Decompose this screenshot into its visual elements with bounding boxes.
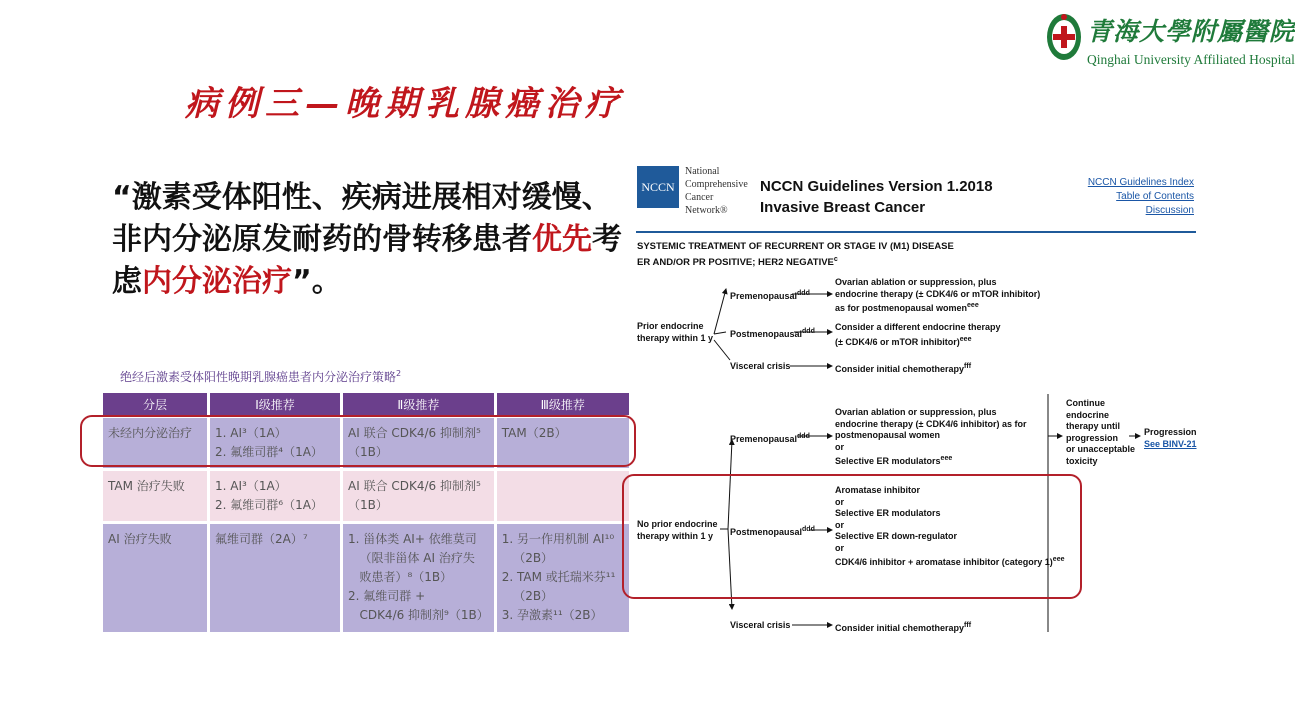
table-header: Ⅱ级推荐 <box>343 393 494 415</box>
hospital-emblem-icon <box>1045 12 1083 62</box>
postmeno-text: Postmenopausal <box>730 527 803 537</box>
rec-text: Ovarian ablation or suppression, plus endocrine therapy (± CDK4/6 inhibitor) as for postmenopausal women or Selective ER modulators <box>835 407 1027 466</box>
hospital-name-cn: 青海大學附屬醫院 <box>1087 17 1295 46</box>
footnote-eee: eee <box>1052 556 1065 563</box>
table-row <box>103 471 629 521</box>
table-header: Ⅰ级推荐 <box>210 393 340 415</box>
table-cell: TAM 治疗失败 <box>103 471 207 521</box>
recommendation-pre-noprior <box>835 407 1026 468</box>
rec-text: Aromatase inhibitor or Selective ER modulators or Selective ER down-regulator or CDK4/6 inhibitor + aromatase inhibitor (category 1) <box>835 485 1053 567</box>
hospital-logo <box>1045 8 1295 78</box>
recommendation-chemo-2 <box>835 620 971 635</box>
rec-text: Consider initial chemotherapy <box>835 623 965 633</box>
slide-title: 病例三—晚期乳腺癌治疗 <box>185 84 625 124</box>
premenopausal-label-1 <box>730 288 810 303</box>
table-highlight-box <box>80 415 636 467</box>
nccn-version: NCCN Guidelines Version 1.2018 <box>760 178 993 195</box>
premeno-text: Premenopausal <box>730 291 798 301</box>
table-cell: 1. AI³（1A） 2. 氟维司群⁴（1A） <box>210 418 340 468</box>
quote-part1: “激素受体阳性、疾病进展相对缓慢、非内分泌原发耐药的骨转移患者 <box>112 180 612 257</box>
cn-table-caption-text: 绝经后激素受体阳性晚期乳腺癌患者内分泌治疗策略 <box>120 370 397 384</box>
visceral-crisis-label-2: Visceral crisis <box>730 620 791 630</box>
table-cell: 1. AI³（1A） 2. 氟维司群⁶（1A） <box>210 471 340 521</box>
table-row <box>103 524 629 632</box>
quote-highlight-endocrine: 内分泌治疗 <box>142 264 292 299</box>
cn-table-caption <box>120 368 401 385</box>
postmenopausal-label-1 <box>730 326 815 341</box>
footnote-fff: fff <box>964 363 972 370</box>
hospital-name-en: Qinghai University Affiliated Hospital <box>1087 52 1295 67</box>
footnote-eee: eee <box>940 455 953 462</box>
quote-part2: 考虑 <box>112 222 622 299</box>
table-cell: TAM（2B） <box>497 418 629 468</box>
premeno-text: Premenopausal <box>730 434 798 444</box>
table-cell <box>497 471 629 521</box>
quote-text <box>112 177 632 303</box>
progression-text: Progression <box>1144 427 1197 437</box>
nccn-subtitle-sup: c <box>833 256 838 263</box>
postmeno-text: Postmenopausal <box>730 329 803 339</box>
rec-text: Consider initial chemotherapy <box>835 364 965 374</box>
progression-label <box>1144 427 1197 450</box>
table-cell: 氟维司群（2A）⁷ <box>210 524 340 632</box>
org-line: National <box>685 166 720 177</box>
guidelines-index-link[interactable]: NCCN Guidelines Index <box>1087 177 1194 188</box>
no-prior-endocrine-label: No prior endocrine therapy within 1 y <box>637 519 718 541</box>
nccn-subject: Invasive Breast Cancer <box>760 199 926 216</box>
table-header: Ⅲ级推荐 <box>497 393 629 415</box>
quote-part3: ”。 <box>292 264 342 299</box>
nccn-subtitle-line2: ER AND/OR PR POSITIVE; HER2 NEGATIVE <box>637 257 834 269</box>
footnote-ddd: ddd <box>802 328 815 335</box>
binv-21-link[interactable]: See BINV-21 <box>1144 438 1197 449</box>
visceral-crisis-label-1: Visceral crisis <box>730 361 791 371</box>
table-cell: 1. 另一作用机制 AI¹⁰ （2B） 2. TAM 或托瑞米芬¹¹ （2B） 3. 孕激素¹¹（2B） <box>497 524 629 632</box>
table-header: 分层 <box>103 393 207 415</box>
continue-text: Continue endocrine therapy until progression or unacceptable toxicity <box>1066 398 1136 466</box>
table-header-row <box>103 393 629 415</box>
table-cell: AI 联合 CDK4/6 抑制剂⁵ （1B） <box>343 418 494 468</box>
cn-table-caption-sup: 2 <box>396 369 402 378</box>
footnote-ddd: ddd <box>797 290 810 297</box>
nccn-logo: NCCN <box>637 166 679 208</box>
nccn-subtitle-line1: SYSTEMIC TREATMENT OF RECURRENT OR STAGE IV (M1) DISEASE <box>637 241 954 252</box>
quote-highlight-first: 优先 <box>532 222 592 257</box>
org-line: Comprehensive <box>685 179 748 190</box>
discussion-link[interactable]: Discussion <box>1145 205 1194 216</box>
continue-therapy-label <box>1066 398 1135 467</box>
footnote-fff: fff <box>964 622 972 629</box>
footnote-eee: eee <box>967 302 979 309</box>
recommendation-chemo-1 <box>835 361 971 376</box>
table-cell: AI 联合 CDK4/6 抑制剂⁵ （1B） <box>343 471 494 521</box>
org-line: Cancer <box>685 192 714 203</box>
table-cell: 1. 甾体类 AI+ 依维莫司 （限非甾体 AI 治疗失 败患者）⁸（1B） 2. 氟维司群 + CDK4/6 抑制剂⁹（1B） <box>343 524 494 632</box>
recommendation-pre-prior <box>835 277 1040 315</box>
org-line: Network® <box>685 205 728 216</box>
footnote-ddd: ddd <box>802 526 815 533</box>
nccn-highlight-box <box>622 474 1082 599</box>
footnote-ddd: ddd <box>797 433 810 440</box>
prior-endocrine-label: Prior endocrine therapy within 1 y <box>637 321 714 343</box>
rec-text: Ovarian ablation or suppression, plus endocrine therapy (± CDK4/6 or mTOR inhibitor) as for postmenopausal women <box>835 277 1041 313</box>
rec-text: Consider a different endocrine therapy (± CDK4/6 or mTOR inhibitor) <box>835 322 1001 347</box>
table-cell: AI 治疗失败 <box>103 524 207 632</box>
table-cell: 未经内分泌治疗 <box>103 418 207 468</box>
premenopausal-label-2 <box>730 431 810 446</box>
footnote-eee: eee <box>959 335 972 343</box>
recommendation-post-prior <box>835 322 1001 348</box>
table-of-contents-link[interactable]: Table of Contents <box>1116 191 1194 202</box>
